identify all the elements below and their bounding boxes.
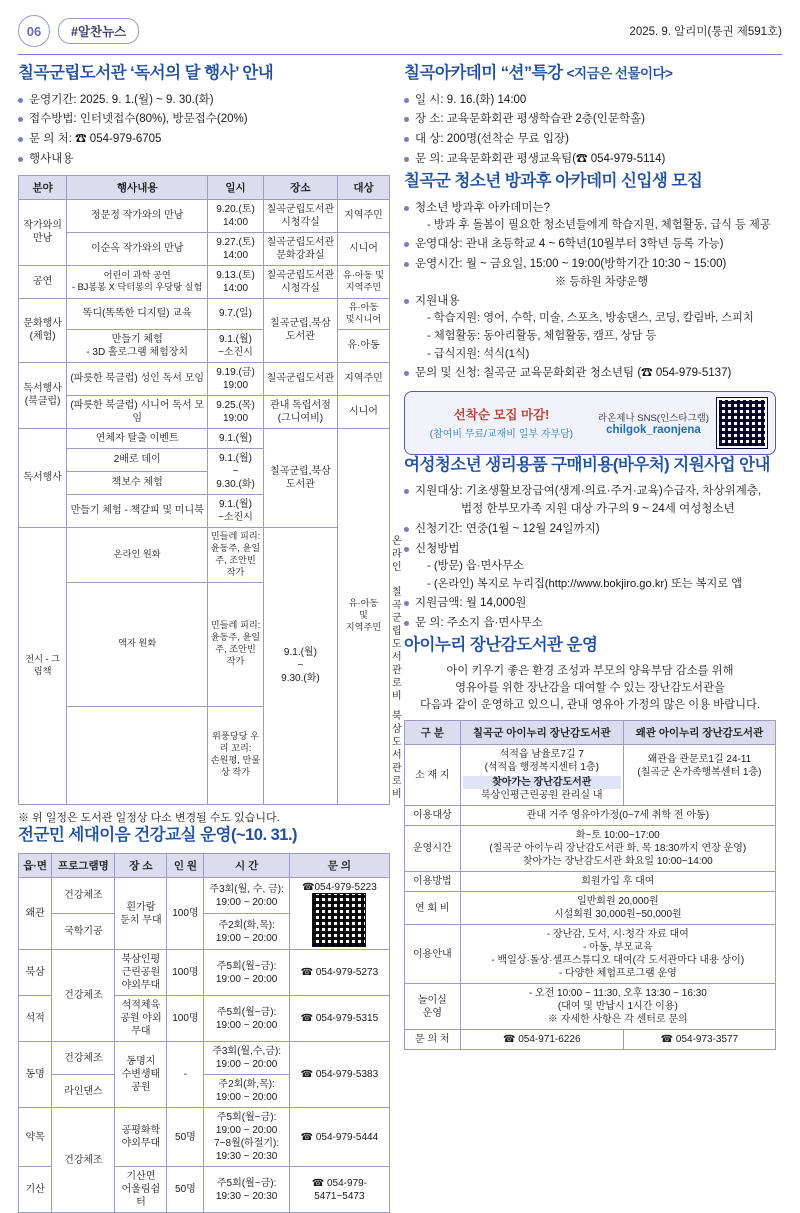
cell-time: 주3회(월,수,금): 19:00 ~ 20:00: [204, 1042, 289, 1075]
cell-date: 9.7.(일): [208, 298, 264, 329]
cell-time: 주3회(월, 수, 금): 19:00 ~ 20:00: [204, 878, 289, 914]
cell-value: 관내 거주 영유아가정(0~7세 취학 전 아동): [460, 806, 775, 826]
table-row: [19, 527, 390, 582]
cell-place: 칠곡군립도서관: [263, 362, 337, 395]
list-item-label: 운영시간: 월 ~ 금요일, 15:00 ~ 19:00(방학기간 10:30 ~ 15:00): [415, 258, 726, 270]
cell-field: 문화행사 (체험): [19, 298, 67, 362]
sub-list: [415, 558, 776, 593]
table-row: [19, 232, 390, 265]
table-row: [405, 984, 776, 1030]
cell-place: 칠곡군립도서관 시청각실: [263, 199, 337, 232]
cell-event: 만들기 체험 - 책갈피 및 미니북: [67, 494, 208, 527]
promo-sns-label: 라온제나 SNS(인스타그램): [598, 410, 709, 424]
list-item: 운영기간: 2025. 9. 1.(월) ~ 9. 30.(화): [18, 92, 390, 110]
row-label: 소 재 지: [405, 745, 461, 806]
row-label: 운영시간: [405, 826, 461, 872]
table-row: [19, 362, 390, 395]
cell-target: 시니어: [338, 232, 390, 265]
col-header: 프로그램명: [52, 854, 115, 878]
academy-lecture-title-main: 칠곡아카데미 “션”특강: [404, 64, 563, 82]
promo-banner: [404, 391, 776, 455]
table-row: [19, 265, 390, 298]
cell-subfield: 온라인 원화: [67, 527, 208, 582]
list-item: [404, 293, 776, 363]
cell-date: 9.1.(월) ~ 9.30.(화): [263, 527, 337, 804]
list-item: 일 시: 9. 16.(화) 14:00: [404, 92, 776, 110]
cell-place: 북삼인평 근린공원 야외무대: [115, 950, 167, 996]
promo-title: 선착순 모집 마감!: [413, 405, 590, 423]
cell-program: 국학기공: [52, 914, 115, 950]
page-header: [18, 14, 782, 48]
cell-place: 칠곡군립도서관 시청각실: [263, 265, 337, 298]
cell-people: 100명: [167, 996, 204, 1042]
promo-instagram-id: chilgok_raonjena: [598, 424, 709, 436]
table-header-row: [405, 721, 776, 745]
list-item: 문 의 처: ☎ 054-979-6705: [18, 131, 390, 149]
cell-place: 칠곡군립,북삼 도서관: [263, 298, 337, 362]
cell-time: 주2회(화,목): 19:00 ~ 20:00: [204, 914, 289, 950]
list-item: 대 상: 200명(선착순 무료 입장): [404, 131, 776, 149]
cell-place: 칠곡군립,북삼 도서관: [263, 428, 337, 527]
cell-value: [460, 745, 623, 806]
cell-time: 주5회(월~금): 19:30 ~ 20:30: [204, 1167, 289, 1213]
promo-subtitle: (참여비 무료/교재비 일부 자부담): [413, 425, 590, 440]
cell-program: 건강체조: [52, 950, 115, 1042]
cell-event: 어린이 과학 공연 - BJ봉봉 X 닥터봉의 우당탕 실험: [67, 265, 208, 298]
two-column-layout: [18, 63, 782, 1213]
cell-place: 흰가람 둔치 무대: [115, 878, 167, 950]
table-row: [405, 806, 776, 826]
list-item-label: 지원내용: [415, 295, 459, 307]
cell-field: 독서행사: [19, 428, 67, 527]
table-row: [405, 925, 776, 984]
cell-event: 똑디(똑똑한 디지털) 교육: [67, 298, 208, 329]
cell-date: 9.1.(월): [208, 428, 264, 448]
cell-value: 회원가입 후 대여: [460, 872, 775, 892]
list-item-cont: 법정 한부모가족 지원 대상 가구의 9 ~ 24세 여성청소년: [415, 501, 776, 519]
list-item: [404, 483, 776, 519]
sanitary-voucher-title: 여성청소년 생리용품 구매비용(바우처) 지원사업 안내: [404, 455, 776, 476]
list-item: 신청기간: 연중(1월 ~ 12월 24일까지): [404, 521, 776, 539]
cell-event: 이순옥 작가와의 만남: [67, 232, 208, 265]
cell-contact: ☎ 054-979-5383: [289, 1042, 389, 1108]
library-events-footnote: ※ 위 일정은 도서관 일정상 다소 변경될 수도 있습니다.: [18, 809, 390, 825]
sanitary-voucher-list: [404, 483, 776, 632]
qr-code-icon: [313, 894, 365, 946]
phone-number: ☎054-979-5223: [292, 881, 387, 894]
cell-people: 100명: [167, 950, 204, 996]
list-item-label: 신청방법: [415, 543, 459, 555]
sub-item: - 학습지원: 영어, 수학, 미술, 스포츠, 방송댄스, 코딩, 칼림바, 스피치: [427, 310, 776, 327]
cell-target: 유·아동 및 지역주민: [338, 265, 390, 298]
col-header: 장소: [263, 175, 337, 199]
cell-field: 독서행사 (북클럽): [19, 362, 67, 428]
cell-contact: ☎ 054-979-5315: [289, 996, 389, 1042]
list-item: 장 소: 교육문화회관 평생학습관 2층(인문학홀): [404, 111, 776, 129]
col-header: 행사내용: [67, 175, 208, 199]
health-class-title: 전군민 세대이음 건강교실 운영(~10. 31.): [18, 825, 390, 846]
cell-people: 100명: [167, 878, 204, 950]
cell-people: -: [167, 1042, 204, 1108]
col-header: 문 의: [289, 854, 389, 878]
library-reading-month-title: 칠곡군립도서관 ‘독서의 달 행사’ 안내: [18, 63, 390, 84]
cell-date: 9.1.(월) ~ 9.30.(화): [208, 448, 264, 494]
cell-contact: ☎ 054-979- 5471~5473: [289, 1167, 389, 1213]
table-row: [19, 298, 390, 329]
cell-time: 주5회(월~금): 19:00 ~ 20:00: [204, 950, 289, 996]
promo-sns-block: [598, 410, 709, 436]
list-item: 운영대상: 관내 초등학교 4 ~ 6학년(10월부터 3학년 등록 가능): [404, 236, 776, 254]
col-header: 칠곡군 아이누리 장난감도서관: [460, 721, 623, 745]
table-row: [405, 745, 776, 806]
cell-value: - 오전 10:00 ~ 11:30, 오후 13:30 ~ 16:30 (대여 및 반납시 1시간 이용) ※ 자세한 사항은 각 센터로 문의: [460, 984, 775, 1030]
cell-place: 동명지 수변생태 공원: [115, 1042, 167, 1108]
cell-target: 시니어: [338, 395, 390, 428]
table-row: [19, 950, 390, 996]
list-item: [404, 200, 776, 235]
cell-field: 작가와의 만남: [19, 199, 67, 265]
row-label: 이용안내: [405, 925, 461, 984]
cell-value: - 장난감, 도서, 시·청각 자료 대여 - 아동, 부모교육 - 백일상·돌상·셀프스튜디오 대여(각 도서관마다 내용 상이) - 다양한 체험프로그램 운영: [460, 925, 775, 984]
list-item: 문의 및 신청: 칠곡군 교육문화회관 청소년팀 (☎ 054-979-5137): [404, 365, 776, 383]
cell-event: 연체자 탈출 이벤트: [67, 428, 208, 448]
cell-eupmyeon: 북삼: [19, 950, 52, 996]
cell-place: 공평화학 야외무대: [115, 1108, 167, 1167]
academy-lecture-title: [404, 63, 776, 84]
list-item: 접수방법: 인터넷접수(80%), 방문접수(20%): [18, 111, 390, 129]
cell-address-1: 석적읍 남율로7길 7 (석적읍 행정복지센터 1층): [463, 748, 621, 774]
cell-contact: ☎ 054-979-5444: [289, 1108, 389, 1167]
sub-item: - (방문) 읍·면사무소: [427, 558, 776, 575]
cell-highlight: 찾아가는 장난감도서관: [463, 776, 621, 789]
sub-item: - 급식지원: 석식(1식): [427, 346, 776, 363]
cell-subfield: [67, 706, 208, 804]
cell-extra: 북삼인평근린공원 관리실 내: [463, 789, 621, 802]
cell-people: 50명: [167, 1167, 204, 1213]
table-row: [19, 878, 390, 914]
right-column: [404, 63, 776, 1213]
page-number: 06: [18, 15, 50, 47]
cell-event: (파릇한 북클럽) 성인 독서 모임: [67, 362, 208, 395]
cell-eupmyeon: 왜관: [19, 878, 52, 950]
col-header: 구 분: [405, 721, 461, 745]
qr-code-icon[interactable]: [717, 398, 767, 448]
cell-time: 주2회(화,목): 19:00 ~ 20:00: [204, 1075, 289, 1108]
row-label: 놀이실 운영: [405, 984, 461, 1030]
cell-address-2: 왜관읍 관문로1길 24-11 (칠곡군 온가족행복센터 1층): [623, 745, 775, 806]
cell-event: 책보수 체험: [67, 471, 208, 494]
left-column: [18, 63, 390, 1213]
cell-event: (파릇한 북클럽) 시니어 독서 모임: [67, 395, 208, 428]
cell-event: 위풍당당 우리 꼬리: 손원평, 만물상 작가: [208, 706, 264, 804]
youth-academy-title: 칠곡군 청소년 방과후 아카데미 신입생 모집: [404, 171, 776, 192]
sub-list: [415, 310, 776, 362]
cell-contact: [289, 878, 389, 950]
cell-event: 만들기 체험 - 3D 홀로그램 체험장치: [67, 329, 208, 362]
table-header-row: [19, 854, 390, 878]
cell-people: 50명: [167, 1108, 204, 1167]
toy-library-title: 아이누리 장난감도서관 운영: [404, 635, 776, 656]
cell-date: 9.13.(토) 14:00: [208, 265, 264, 298]
cell-time: 주5회(월~금): 19:00 ~ 20:00: [204, 996, 289, 1042]
cell-program: 건강체조: [52, 1042, 115, 1075]
issue-label: 2025. 9. 알리미(통권 제591호): [629, 23, 782, 39]
youth-academy-list: [404, 200, 776, 383]
cell-program: 라인댄스: [52, 1075, 115, 1108]
cell-subfield: 액자 원화: [67, 582, 208, 706]
list-item: [404, 256, 776, 291]
row-label: 이용방법: [405, 872, 461, 892]
header-tag: #알찬뉴스: [58, 18, 139, 44]
cell-contact: ☎ 054-973-3577: [623, 1030, 775, 1050]
cell-event: 민들레 피리: 윤동주, 윤일주, 조안빈 작가: [208, 582, 264, 706]
table-row: [405, 1030, 776, 1050]
list-item: 지원금액: 월 14,000원: [404, 595, 776, 613]
toy-library-intro: 아이 키우기 좋은 환경 조성과 부모의 양육부담 감소를 위해 영유아를 위한 장난감을 대여할 수 있는 장난감도서관을 다음과 같이 운영하고 있으니, 관내 영유아 가정의 많은 이용 바랍니다.: [404, 663, 776, 714]
table-row: [19, 1042, 390, 1075]
table-row: [19, 395, 390, 428]
table-row: [405, 872, 776, 892]
sub-item: ※ 등하원 차량운행: [427, 274, 776, 291]
sub-item: - 방과 후 돌봄이 필요한 청소년들에게 학습지원, 체험활동, 급식 등 제공: [427, 217, 776, 234]
row-label: 문 의 처: [405, 1030, 461, 1050]
sub-item: - 체험활동: 동아리활동, 체험활동, 캠프, 상담 등: [427, 328, 776, 345]
cell-date: 9.20.(토) 14:00: [208, 199, 264, 232]
cell-date: 9.1.(월) ~소진시: [208, 329, 264, 362]
cell-target: 유·아동 및 지역주민: [338, 428, 390, 804]
cell-target: 지역주민: [338, 362, 390, 395]
header-left: [18, 15, 139, 47]
academy-lecture-list: [404, 92, 776, 169]
header-divider: [18, 54, 782, 55]
cell-event: 정문정 작가와의 만남: [67, 199, 208, 232]
cell-target: 유·아동: [338, 329, 390, 362]
table-row: [19, 1108, 390, 1167]
row-label: 연 회 비: [405, 892, 461, 925]
cell-value: 일반회원 20,000원 시설회원 30,000원~50,000원: [460, 892, 775, 925]
col-header: 일시: [208, 175, 264, 199]
table-row: [19, 428, 390, 448]
col-header: 시 간: [204, 854, 289, 878]
row-label: 이용대상: [405, 806, 461, 826]
col-header: 분야: [19, 175, 67, 199]
cell-program: 건강체조: [52, 1108, 115, 1213]
table-header-row: [19, 175, 390, 199]
cell-contact: ☎ 054-979-5273: [289, 950, 389, 996]
list-item: 문 의: 주소지 읍·면사무소: [404, 615, 776, 633]
col-header: 읍·면: [19, 854, 52, 878]
col-header: 대상: [338, 175, 390, 199]
cell-date: 9.25.(목) 19:00: [208, 395, 264, 428]
col-header: 인 원: [167, 854, 204, 878]
cell-place: 관내 독립서점 (그니여비): [263, 395, 337, 428]
table-row: [405, 826, 776, 872]
table-row: [405, 892, 776, 925]
health-class-table: [18, 853, 390, 1213]
cell-eupmyeon: 기산: [19, 1167, 52, 1213]
list-item-label: 지원대상: 기초생활보장급여(생계·의료·주거·교육)수급자, 차상위계층,: [415, 485, 761, 497]
library-reading-month-list: [18, 92, 390, 169]
list-item-label: 청소년 방과후 아카데미는?: [415, 202, 550, 214]
cell-event: 민들레 피리: 윤동주, 윤일주, 조안빈 작가: [208, 527, 264, 582]
cell-eupmyeon: 약목: [19, 1108, 52, 1167]
cell-program: 건강체조: [52, 878, 115, 914]
cell-value: 화~토 10:00~17:00 (칠곡군 아이누리 장난감도서관 화, 목 18:30까지 연장 운영) 찾아가는 장난감도서관 화요일 10:00~14:00: [460, 826, 775, 872]
col-header: 장 소: [115, 854, 167, 878]
cell-place: 칠곡군립도서관 문화강좌실: [263, 232, 337, 265]
cell-eupmyeon: 석적: [19, 996, 52, 1042]
cell-contact: ☎ 054-971-6226: [460, 1030, 623, 1050]
sub-list: [415, 274, 776, 291]
cell-target: 지역주민: [338, 199, 390, 232]
cell-date: 9.27.(토) 14:00: [208, 232, 264, 265]
list-item: [404, 541, 776, 593]
cell-date: 9.1.(월) ~소진시: [208, 494, 264, 527]
cell-date: 9.19.(금) 19:00: [208, 362, 264, 395]
table-row: [19, 199, 390, 232]
cell-field: 공연: [19, 265, 67, 298]
list-item: 행사내용: [18, 151, 390, 169]
cell-time: 주5회(월~금): 19:00 ~ 20:00 7~8월(하절기): 19:30 ~ 20:30: [204, 1108, 289, 1167]
cell-place: 기산면 어울림쉼터: [115, 1167, 167, 1213]
cell-eupmyeon: 동명: [19, 1042, 52, 1108]
sub-list: [415, 217, 776, 234]
cell-field: 전시 - 그림책: [19, 527, 67, 804]
cell-target: 유·아동 및시니어: [338, 298, 390, 329]
promo-text: [413, 405, 590, 440]
col-header: 왜관 아이누리 장난감도서관: [623, 721, 775, 745]
cell-event: 2배로 데이: [67, 448, 208, 471]
cell-place: 석적체육 공원 야외 무대: [115, 996, 167, 1042]
academy-lecture-title-sub: <지금은 선물이다>: [567, 66, 673, 81]
toy-library-table: [404, 720, 776, 1050]
list-item: 문 의: 교육문화회관 평생교육팀(☎ 054-979-5114): [404, 151, 776, 169]
sub-item: - (온라인) 복지로 누리집(http://www.bokjiro.go.kr) 또는 복지로 앱: [427, 576, 776, 593]
library-events-table: [18, 175, 390, 805]
